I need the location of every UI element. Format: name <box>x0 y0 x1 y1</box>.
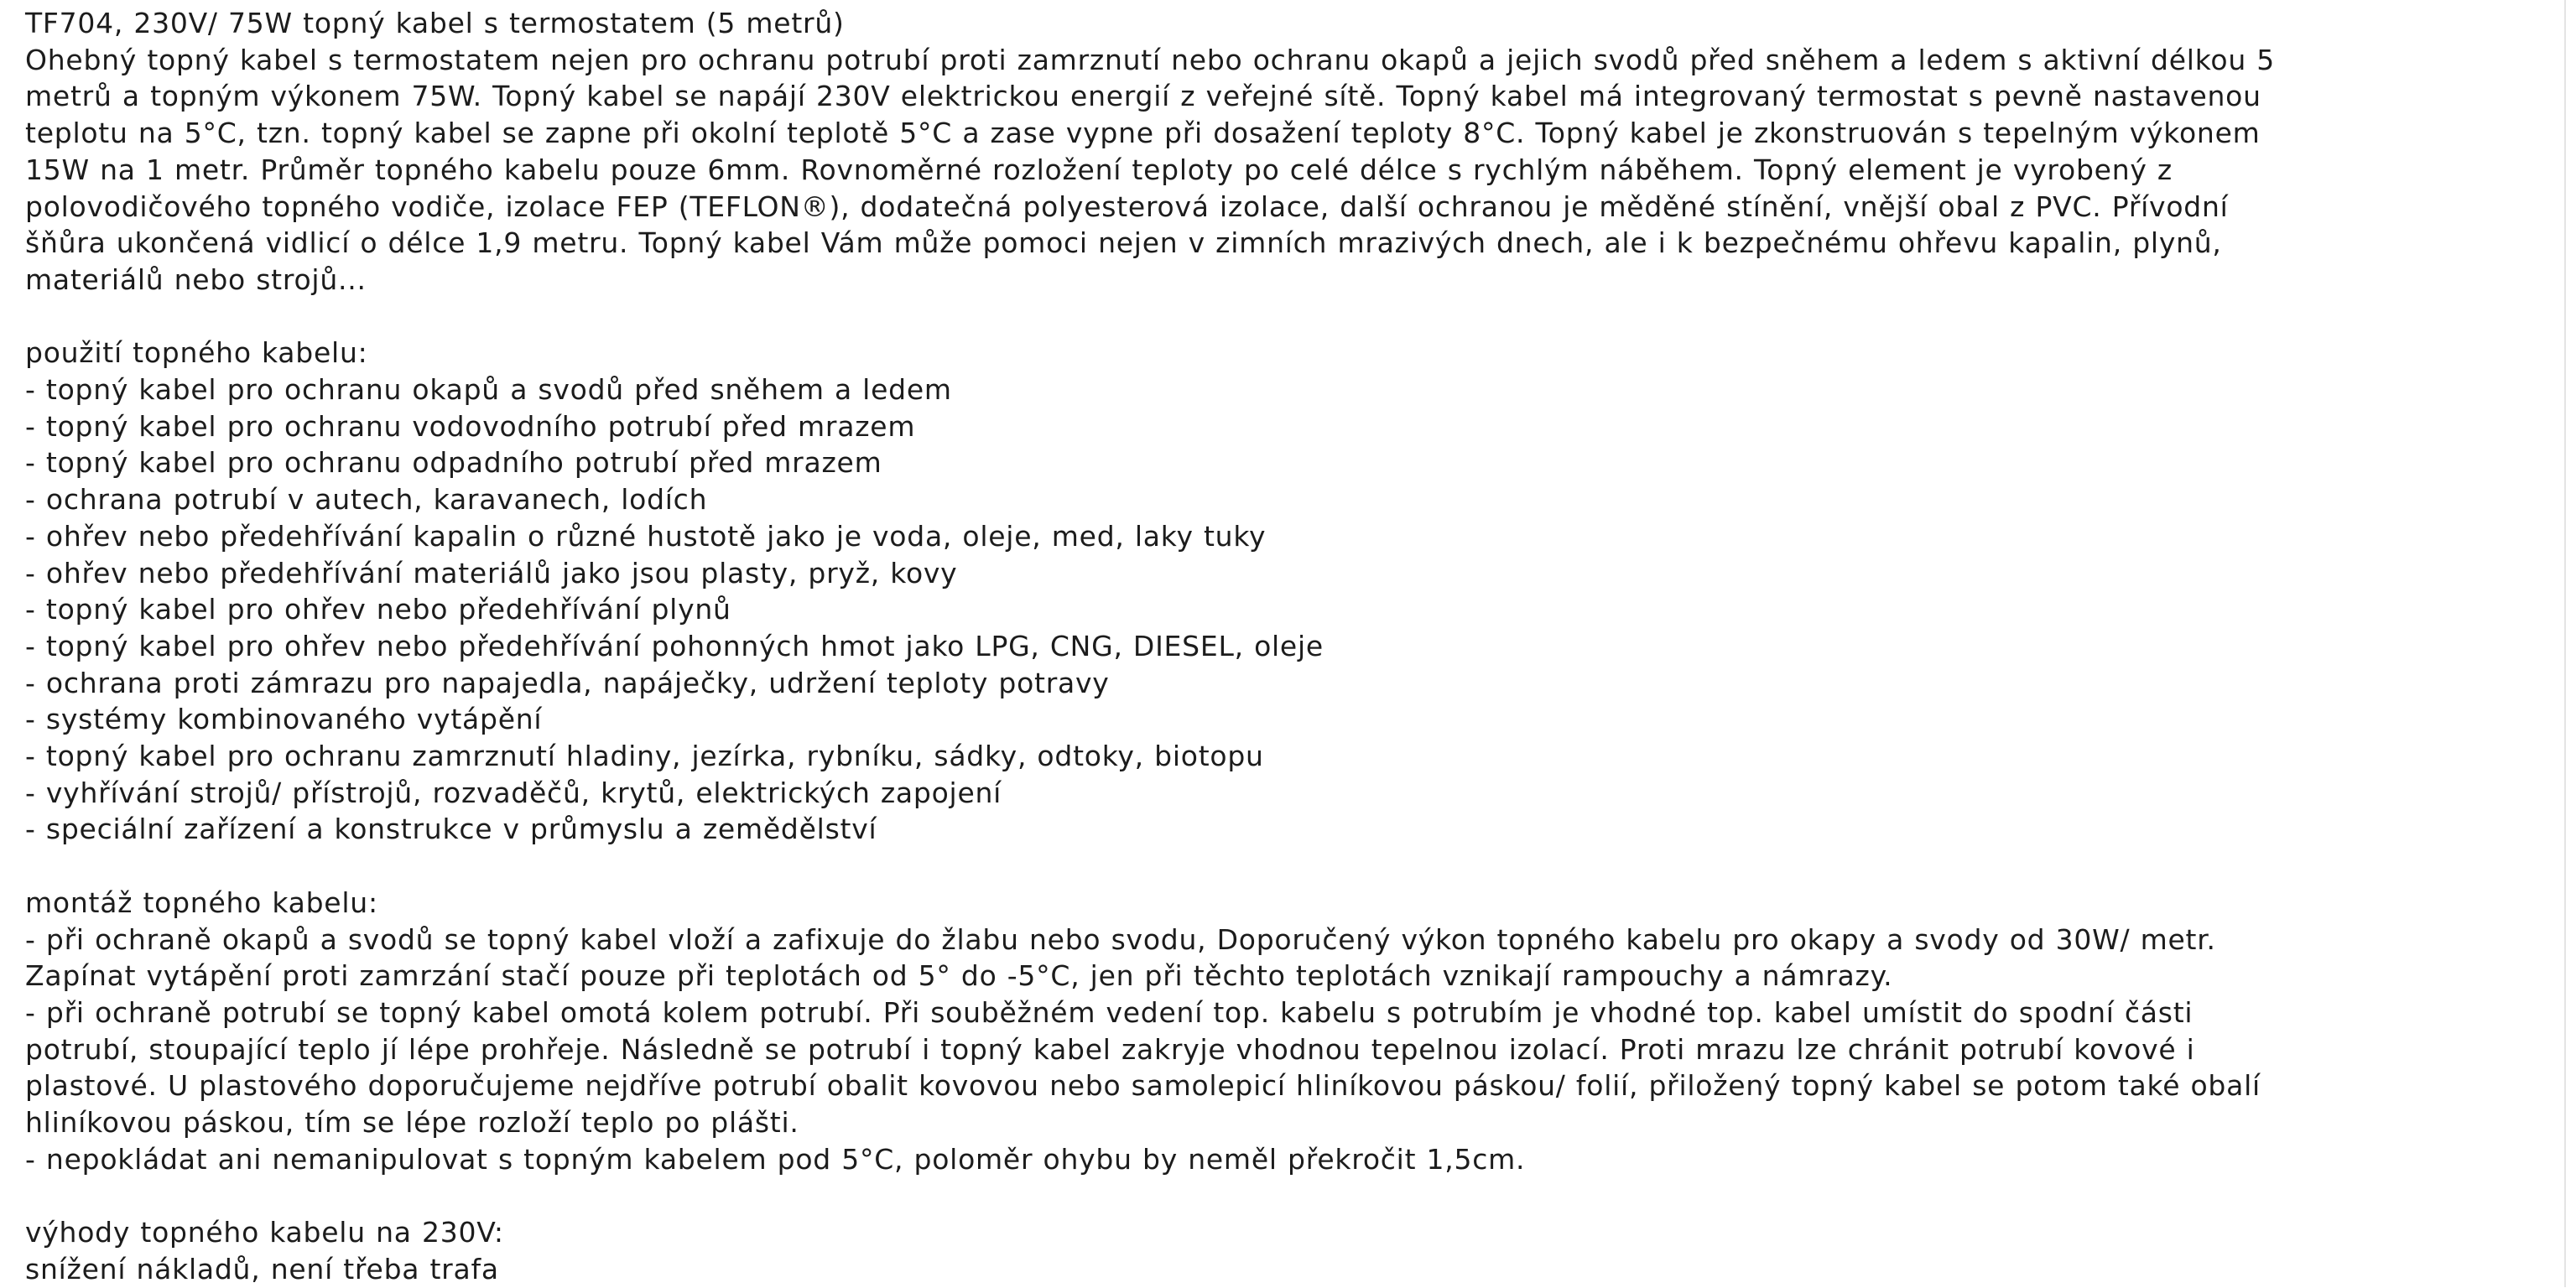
installation-heading: montáž topného kabelu: <box>25 886 378 919</box>
usage-list-item: - ohřev nebo předehřívání kapalin o různé hustotě jako je voda, oleje, med, laky tuky <box>25 519 1267 553</box>
description-line: teplotu na 5°C, tzn. topný kabel se zapne při okolní teplotě 5°C a zase vypne při dosažení teploty 8°C. Topný kabel je zkonstruován s tepelným výkonem <box>25 117 2261 150</box>
description-line: materiálů nebo strojů... <box>25 262 367 296</box>
installation-line: hliníkovou páskou, tím se lépe rozloží teplo po plášti. <box>25 1106 799 1140</box>
usage-list-item: - topný kabel pro ochranu vodovodního potrubí před mrazem <box>25 409 916 443</box>
usage-list-item: - topný kabel pro ochranu okapů a svodů před sněhem a ledem <box>25 373 952 407</box>
installation-line: potrubí, stoupající teplo jí lépe prohřeje. Následně se potrubí i topný kabel zakryje vhodnou tepelnou izolací. Proti mrazu lze chránit potrubí kovové i <box>25 1032 2195 1066</box>
usage-list-item: - topný kabel pro ohřev nebo předehřívání pohonných hmot jako LPG, CNG, DIESEL, oleje <box>25 629 1324 662</box>
installation-line: - nepokládat ani nemanipulovat s topným kabelem pod 5°C, poloměr ohybu by neměl překročit 1,5cm. <box>25 1142 1526 1176</box>
product-title: TF704, 230V/ 75W topný kabel s termostatem (5 metrů) <box>25 7 845 39</box>
installation-line: - při ochraně potrubí se topný kabel omotá kolem potrubí. Při souběžném vedení top. kabelu s potrubím je vhodné top. kabel umístit do spodní části <box>25 995 2194 1029</box>
usage-list-item: - ohřev nebo předehřívání materiálů jako jsou plasty, pryž, kovy <box>25 556 958 589</box>
description-line: polovodičového topného vodiče, izolace FEP (TEFLON®), dodatečná polyesterová izolace, další ochranou je měděné stínění, vnější obal z PVC. Přívodní <box>25 190 2229 223</box>
usage-list-item: - topný kabel pro ochranu odpadního potrubí před mrazem <box>25 446 882 480</box>
description-line: 15W na 1 metr. Průměr topného kabelu pouze 6mm. Rovnoměrné rozložení teploty po celé délce s rychlým náběhem. Topný element je vyrobený z <box>25 153 2173 186</box>
description-line: Ohebný topný kabel s termostatem nejen pro ochranu potrubí proti zamrznutí nebo ochranu okapů a jejich svodů před sněhem a ledem s aktivní délkou 5 <box>25 43 2276 76</box>
usage-list-item: - topný kabel pro ochranu zamrznutí hladiny, jezírka, rybníku, sádky, odtoky, biotopu <box>25 740 1264 773</box>
usage-list-item: - topný kabel pro ohřev nebo předehřívání plynů <box>25 593 731 626</box>
usage-list-item: - speciální zařízení a konstrukce v průmyslu a zemědělství <box>25 813 877 846</box>
advantages-heading: výhody topného kabelu na 230V: <box>25 1216 504 1249</box>
description-line: metrů a topným výkonem 75W. Topný kabel se napájí 230V elektrickou energií z veřejné sítě. Topný kabel má integrovaný termostat s pevně nastavenou <box>25 80 2261 113</box>
vertical-scrollbar[interactable] <box>2564 0 2576 1287</box>
usage-list-item: - ochrana proti zámrazu pro napajedla, napáječky, udržení teploty potravy <box>25 666 1110 699</box>
blank-line <box>25 848 2542 885</box>
usage-list-item: - ochrana potrubí v autech, karavanech, lodích <box>25 483 708 517</box>
installation-line: - při ochraně okapů a svodů se topný kabel vloží a zafixuje do žlabu nebo svodu, Doporučený výkon topného kabelu pro okapy a svody od 30W/ metr. <box>25 922 2216 956</box>
blank-line <box>25 299 2542 335</box>
usage-list-item: - systémy kombinovaného vytápění <box>25 703 543 736</box>
advantages-line: snížení nákladů, není třeba trafa <box>25 1252 499 1285</box>
usage-list-item: - vyhřívání strojů/ přístrojů, rozvaděčů, krytů, elektrických zapojení <box>25 776 1002 809</box>
usage-heading: použití topného kabelu: <box>25 336 368 370</box>
installation-line: Zapínat vytápění proti zamrzání stačí pouze při teplotách od 5° do -5°C, jen při těchto teplotách vznikají rampouchy a námrazy. <box>25 959 1893 993</box>
blank-line <box>25 1177 2542 1214</box>
installation-line: plastové. U plastového doporučujeme nejdříve potrubí obalit kovovou nebo samolepicí hliníkovou páskou/ folií, přiložený topný kabel se potom také obalí <box>25 1069 2261 1103</box>
product-description <box>25 5 2542 1288</box>
description-line: šňůra ukončená vidlicí o délce 1,9 metru. Topný kabel Vám může pomoci nejen v zimních mrazivých dnech, ale i k bezpečnému ohřevu kapalin, plynů, <box>25 226 2222 260</box>
